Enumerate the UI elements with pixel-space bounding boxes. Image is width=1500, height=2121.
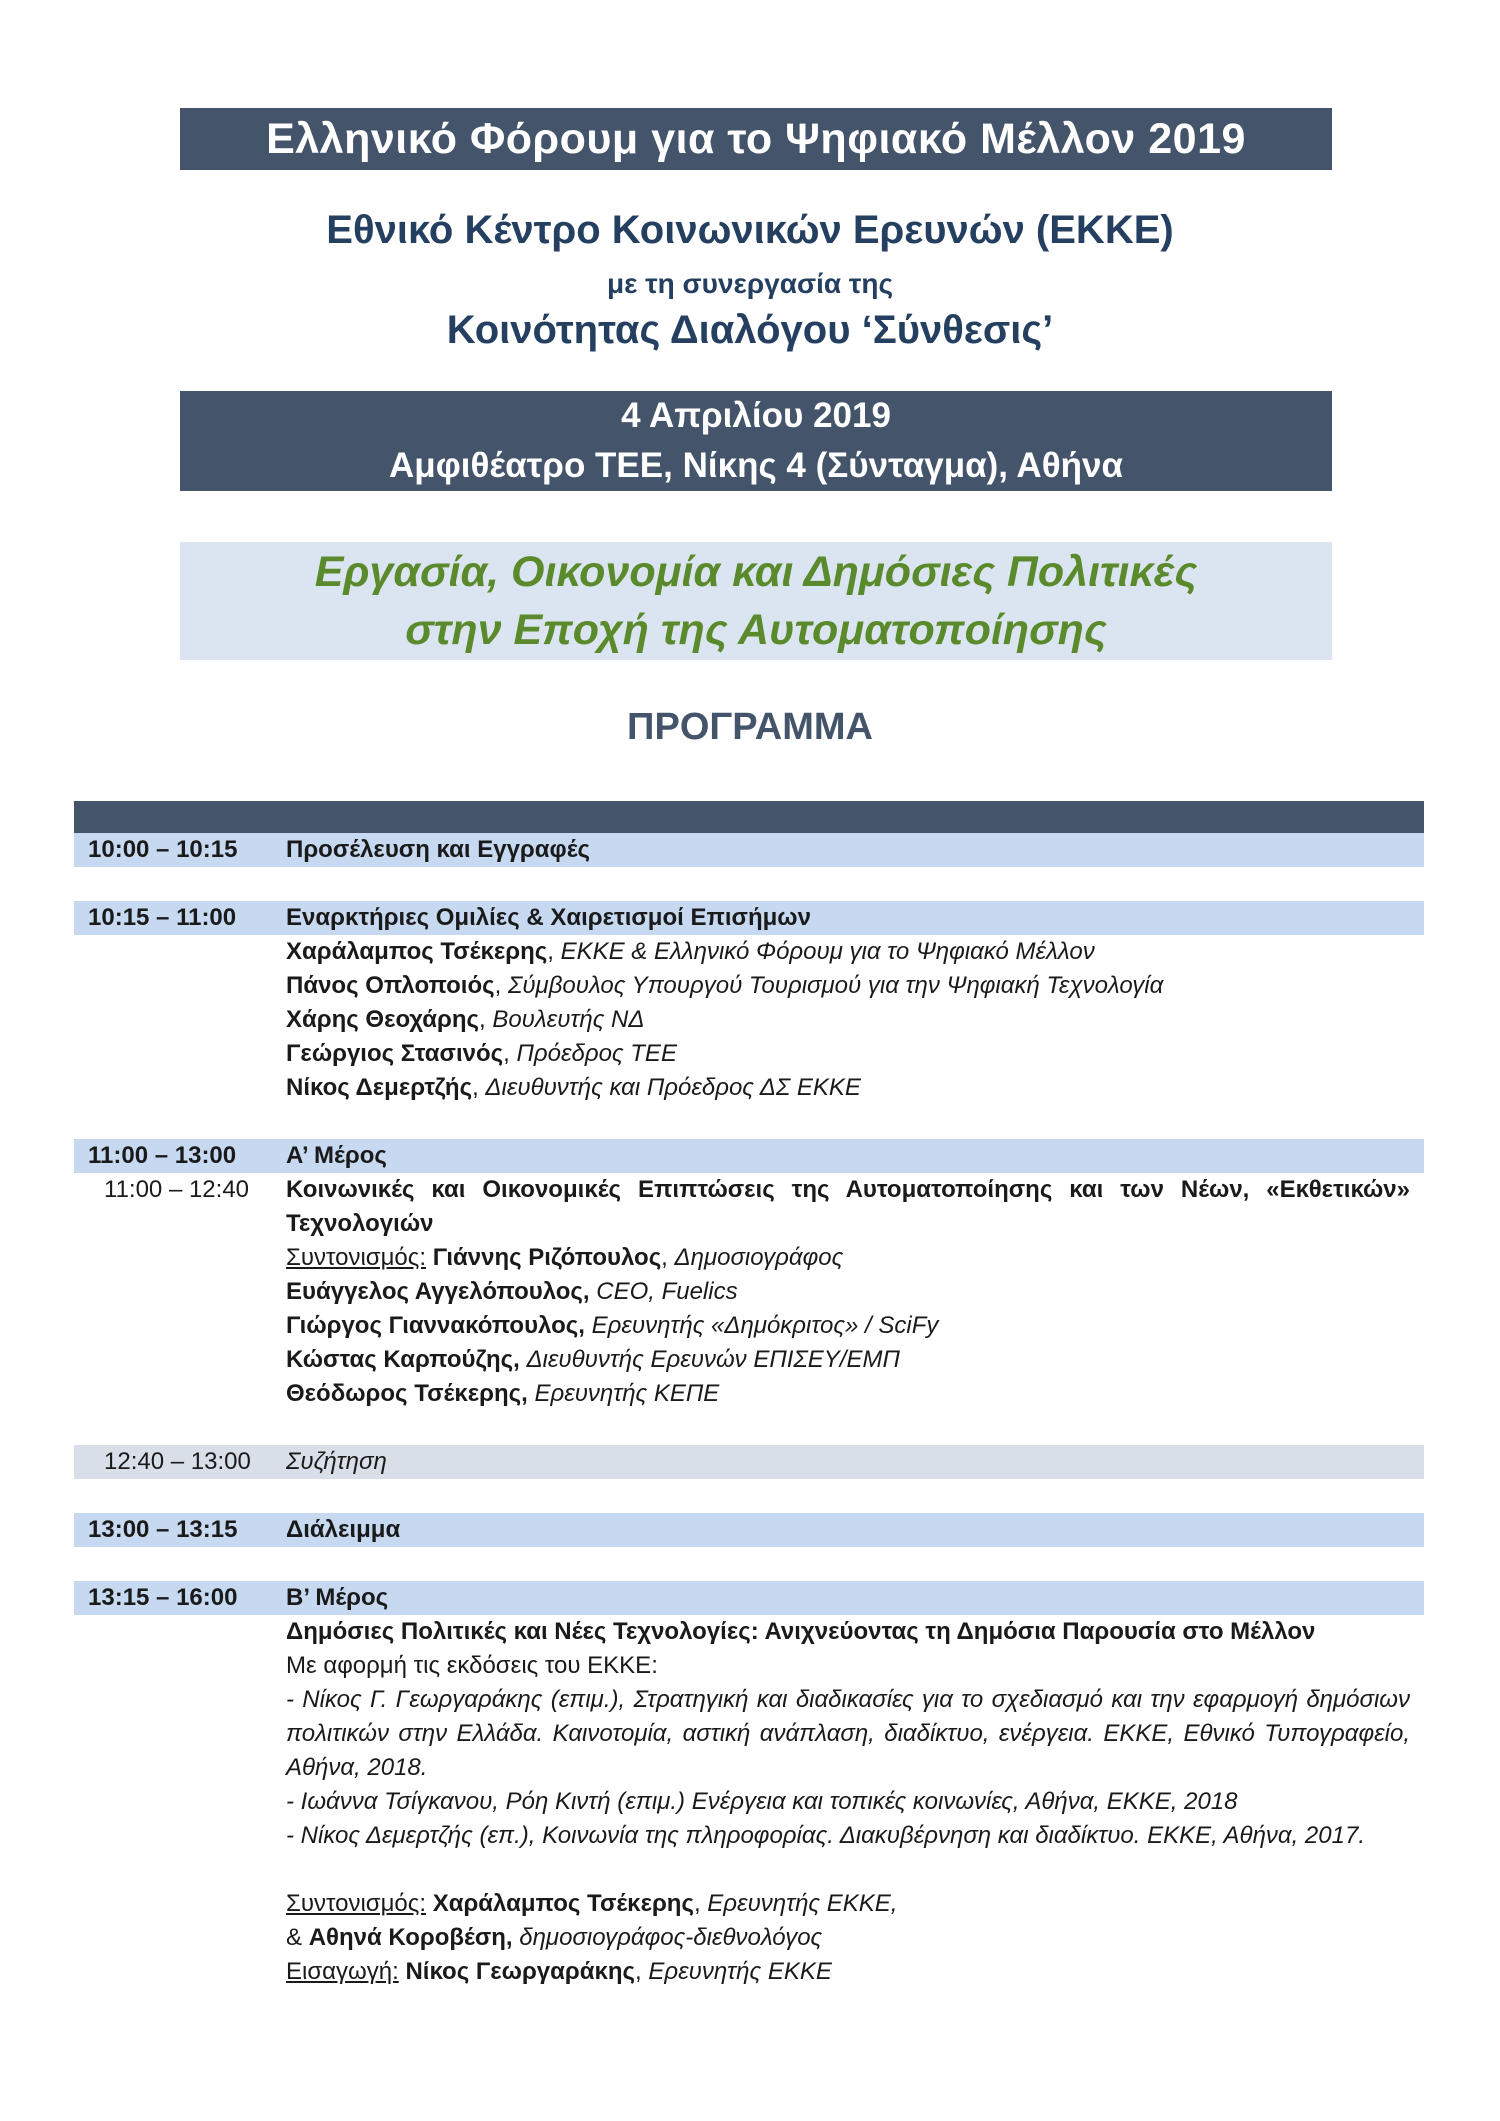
session-time: 13:15 – 16:00	[88, 1584, 238, 1611]
session-time: 10:00 – 10:15	[88, 836, 238, 863]
introduction-line: Εισαγωγή: Νίκος Γεωργαράκης, Ερευνητής ΕΚΚΕ	[286, 1958, 832, 1985]
session-title: Β’ Μέρος	[286, 1584, 389, 1611]
cooperation-text: με τη συνεργασία της	[606, 268, 894, 299]
event-date: 4 Απριλίου 2019	[621, 396, 891, 435]
publication-entry: - Νίκος Γ. Γεωργαράκης (επιμ.), Στρατηγική και διαδικασίες για το σχεδιασμό και την εφαρμογή δημόσιων πολιτικών στην Ελλάδα. Καινοτομία, αστική ανάπλαση, διαδίκτυο, ενέργεια. ΕΚΚΕ, Εθνικό Τυπογραφείο, Αθήνα, 2018.	[286, 1686, 1410, 1781]
subsession-time: 11:00 – 12:40	[104, 1176, 250, 1203]
theme-line-1: Εργασία, Οικονομία και Δημόσιες Πολιτικές	[314, 548, 1198, 596]
speaker-line: Νίκος Δεμερτζής, Διευθυντής και Πρόεδρος ΔΣ ΕΚΚΕ	[286, 1074, 861, 1101]
coordinator-line: Συντονισμός: Χαράλαμπος Τσέκερης, Ερευνητής ΕΚΚΕ,	[286, 1890, 898, 1917]
speaker-line: Θεόδωρος Τσέκερης, Ερευνητής ΚΕΠΕ	[286, 1380, 720, 1407]
subsession-title: Κοινωνικές και Οικονομικές Επιπτώσεις της Αυτοματοποίησης και των Νέων, «Εκθετικών» Τεχνολογιών	[286, 1176, 1410, 1237]
discussion-label: Συζήτηση	[286, 1448, 387, 1475]
coordinator-line: & Αθηνά Κοροβέση, δημοσιογράφος-διεθνολόγος	[286, 1924, 823, 1951]
session-time: 11:00 – 13:00	[88, 1142, 237, 1169]
date-venue-banner	[180, 391, 1332, 491]
discussion-time: 12:40 – 13:00	[104, 1448, 251, 1475]
session-time: 10:15 – 11:00	[88, 904, 237, 931]
speaker-line: Γεώργιος Στασινός, Πρόεδρος ΤΕΕ	[286, 1040, 677, 1067]
schedule-row-highlight	[74, 833, 1424, 867]
coordinator-line: Συντονισμός: Γιάννης Ριζόπουλος, Δημοσιογράφος	[286, 1244, 844, 1271]
forum-title-banner	[180, 108, 1332, 170]
schedule-row-discussion	[74, 1445, 1424, 1479]
theme-banner	[180, 542, 1332, 660]
schedule-row-highlight	[74, 1513, 1424, 1547]
program-title: ΠΡΟΓΡΑΜΜΑ	[627, 706, 873, 748]
schedule-row-highlight	[74, 1139, 1424, 1173]
speaker-line: Ευάγγελος Αγγελόπουλος, CEO, Fuelics	[286, 1278, 738, 1305]
event-venue: Αμφιθέατρο ΤΕΕ, Νίκης 4 (Σύνταγμα), Αθήνα	[389, 446, 1123, 485]
speaker-line: Χάρης Θεοχάρης, Βουλευτής ΝΔ	[286, 1006, 645, 1033]
publications-intro: Με αφορμή τις εκδόσεις του ΕΚΚΕ:	[286, 1652, 658, 1679]
speaker-line: Χαράλαμπος Τσέκερης, ΕΚΚΕ & Ελληνικό Φόρουμ για το Ψηφιακό Μέλλον	[286, 938, 1095, 965]
session-title: Α’ Μέρος	[286, 1142, 387, 1169]
publication-entry: - Νίκος Δεμερτζής (επ.), Κοινωνία της πληροφορίας. Διακυβέρνηση και διαδίκτυο. ΕΚΚΕ, Αθήνα, 2017.	[286, 1822, 1365, 1849]
theme-line-2: στην Εποχή της Αυτοματοποίησης	[405, 606, 1107, 654]
partner-name: Κοινότητας Διαλόγου ‘Σύνθεσις’	[446, 308, 1054, 352]
schedule-row-highlight	[74, 1581, 1424, 1615]
speaker-line: Γιώργος Γιαννακόπουλος, Ερευνητής «Δημόκριτος» / SciFy	[286, 1312, 939, 1339]
speaker-line: Πάνος Οπλοποιός, Σύμβουλος Υπουργού Τουρισμού για την Ψηφιακή Τεχνολογία	[286, 972, 1164, 999]
session-time: 13:00 – 13:15	[88, 1516, 238, 1543]
session-title: Διάλειμμα	[286, 1516, 401, 1543]
forum-title: Ελληνικό Φόρουμ για το Ψηφιακό Μέλλον 2019	[266, 114, 1246, 163]
speaker-line: Κώστας Καρπούζης, Διευθυντής Ερευνών ΕΠΙΣΕΥ/ΕΜΠ	[286, 1346, 900, 1373]
publication-entry: - Ιωάννα Τσίγκανου, Ρόη Κιντή (επιμ.) Ενέργεια και τοπικές κοινωνίες, Αθήνα, ΕΚΚΕ, 2018	[286, 1788, 1238, 1815]
organizer-name: Εθνικό Κέντρο Κοινωνικών Ερευνών (ΕΚΚΕ)	[326, 208, 1174, 252]
subsession-title: Δημόσιες Πολιτικές και Νέες Τεχνολογίες: Ανιχνεύοντας τη Δημόσια Παρουσία στο Μέλλον	[286, 1618, 1316, 1645]
schedule-header-strip	[74, 801, 1424, 833]
session-title: Προσέλευση και Εγγραφές	[286, 836, 590, 863]
session-title: Εναρκτήριες Ομιλίες & Χαιρετισμοί Επισήμων	[286, 904, 811, 931]
